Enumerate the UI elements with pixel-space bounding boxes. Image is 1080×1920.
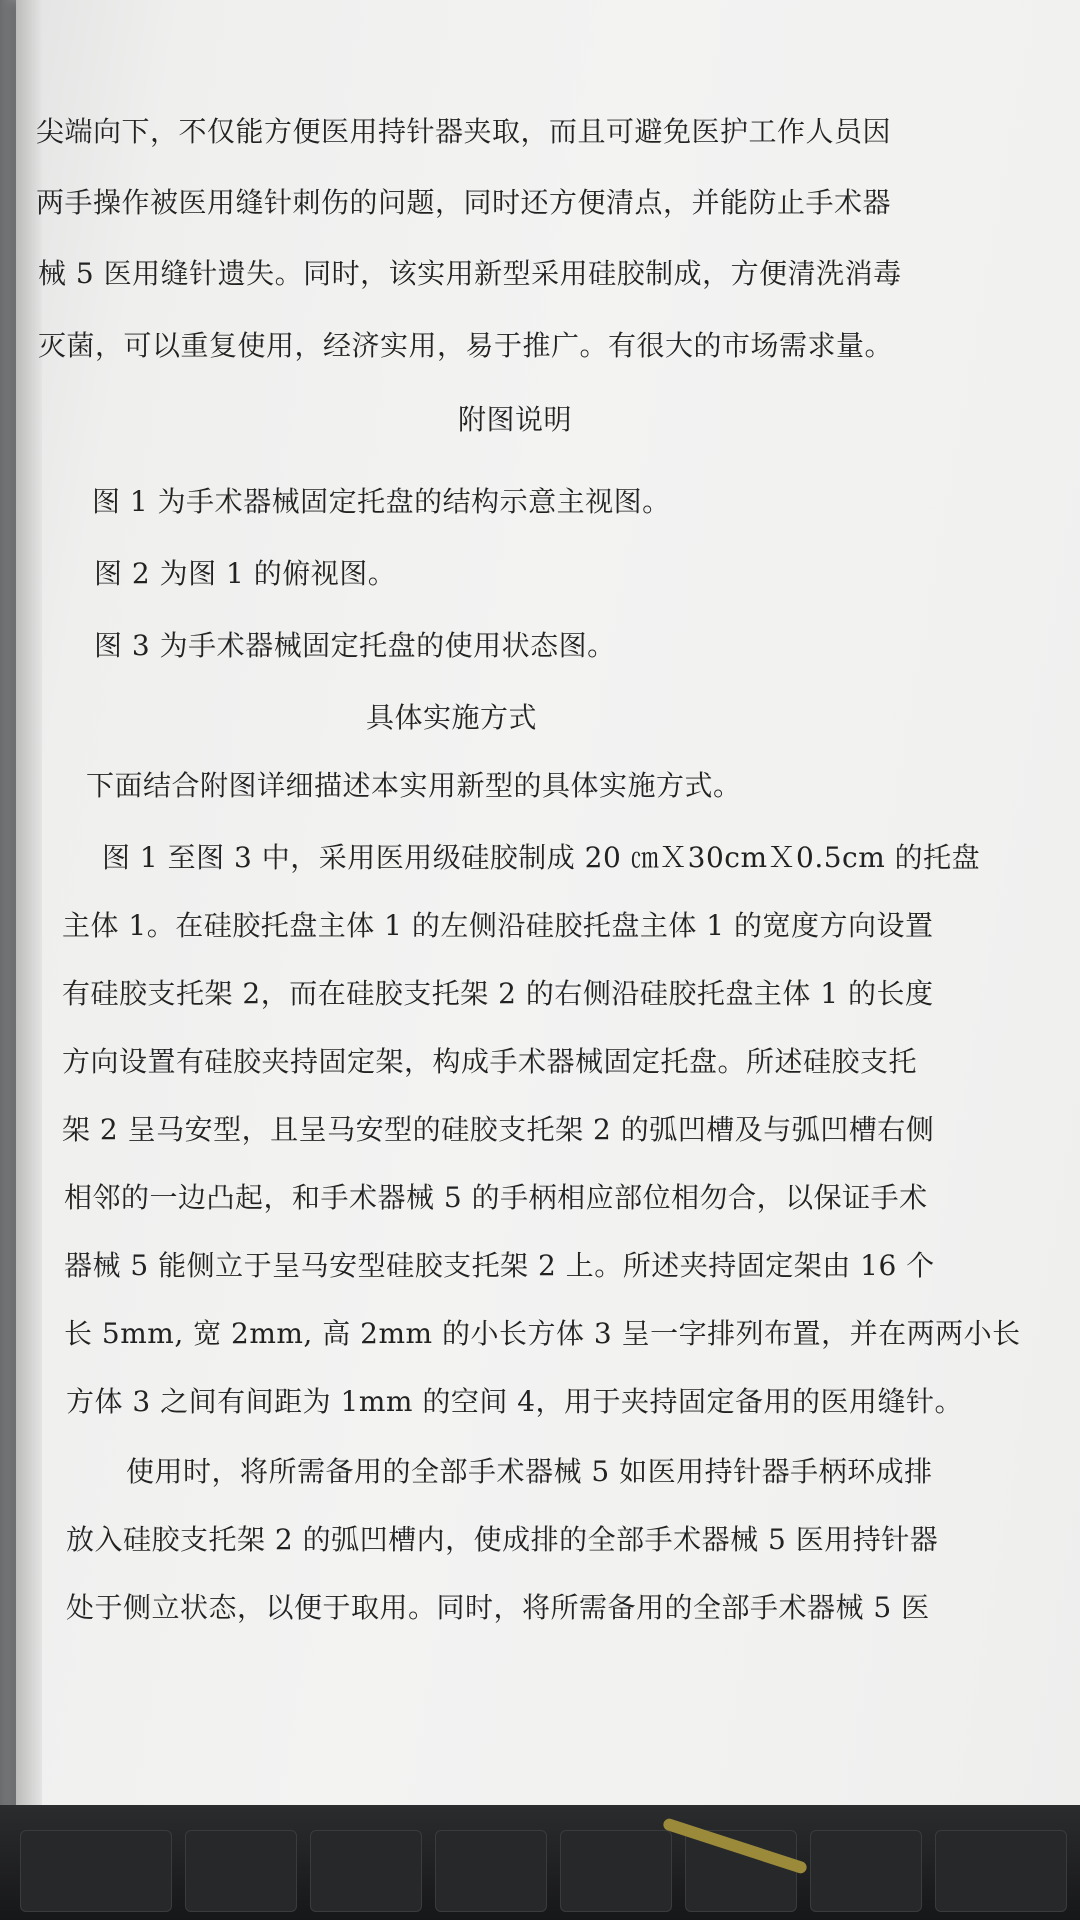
text-line: 械 5 医用缝针遗失。同时，该实用新型采用硅胶制成，方便清洗消毒 bbox=[38, 257, 902, 290]
keyboard-key bbox=[310, 1830, 422, 1912]
text-line: 图 2 为图 1 的俯视图。 bbox=[94, 557, 397, 590]
text-line: 图 1 为手术器械固定托盘的结构示意主视图。 bbox=[92, 485, 671, 518]
text-line: 灭菌，可以重复使用，经济实用，易于推广。有很大的市场需求量。 bbox=[38, 329, 894, 362]
text-line: 尖端向下，不仅能方便医用持针器夹取，而且可避免医护工作人员因 bbox=[36, 115, 892, 148]
section-heading-figures: 附图说明 bbox=[458, 403, 573, 436]
section-heading-embodiment: 具体实施方式 bbox=[366, 701, 538, 734]
text-line: 两手操作被医用缝针刺伤的问题，同时还方便清点，并能防止手术器 bbox=[36, 186, 892, 219]
text-line: 架 2 呈马安型，且呈马安型的硅胶支托架 2 的弧凹槽及与弧凹槽右侧 bbox=[62, 1113, 935, 1146]
text-line: 图 1 至图 3 中，采用医用级硅胶制成 20 ㎝Ｘ30cmＸ0.5cm 的托盘 bbox=[102, 841, 981, 874]
keyboard-key bbox=[810, 1830, 922, 1912]
text-line: 放入硅胶支托架 2 的弧凹槽内，使成排的全部手术器械 5 医用持针器 bbox=[66, 1523, 939, 1556]
text-line: 主体 1。在硅胶托盘主体 1 的左侧沿硅胶托盘主体 1 的宽度方向设置 bbox=[62, 909, 934, 942]
text-line: 有硅胶支托架 2，而在硅胶支托架 2 的右侧沿硅胶托盘主体 1 的长度 bbox=[62, 977, 934, 1010]
keyboard-key bbox=[935, 1830, 1067, 1912]
keyboard-key bbox=[435, 1830, 547, 1912]
keyboard-key bbox=[20, 1830, 172, 1912]
text-line: 使用时，将所需备用的全部手术器械 5 如医用持针器手柄环成排 bbox=[126, 1455, 933, 1488]
text-line: 相邻的一边凸起，和手术器械 5 的手柄相应部位相勿合，以保证手术 bbox=[64, 1181, 928, 1214]
text-line: 器械 5 能侧立于呈马安型硅胶支托架 2 上。所述夹持固定架由 16 个 bbox=[64, 1249, 935, 1282]
text-line: 方向设置有硅胶夹持固定架，构成手术器械固定托盘。所述硅胶支托 bbox=[62, 1045, 918, 1078]
text-line: 长 5mm, 宽 2mm, 高 2mm 的小长方体 3 呈一字排列布置，并在两两小长 bbox=[64, 1317, 1021, 1350]
text-line: 下面结合附图详细描述本实用新型的具体实施方式。 bbox=[86, 769, 742, 802]
keyboard-key bbox=[185, 1830, 297, 1912]
text-line: 图 3 为手术器械固定托盘的使用状态图。 bbox=[94, 629, 616, 662]
keyboard-key bbox=[560, 1830, 672, 1912]
text-line: 方体 3 之间有间距为 1mm 的空间 4，用于夹持固定备用的医用缝针。 bbox=[66, 1385, 964, 1418]
text-line: 处于侧立状态，以便于取用。同时，将所需备用的全部手术器械 5 医 bbox=[66, 1591, 930, 1624]
